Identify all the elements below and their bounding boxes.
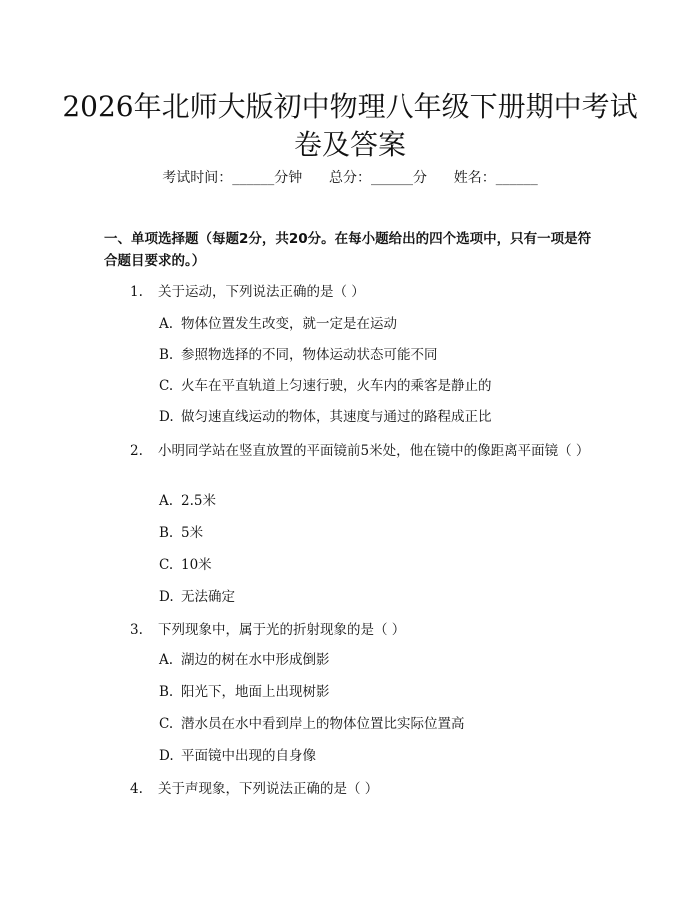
option-1c[interactable] — [159, 376, 599, 396]
question-text: 小明同学站在竖直放置的平面镜前5米处，他在镜中的像距离平面镜（ ） — [158, 443, 590, 459]
option-text: 平面镜中出现的自身像 — [181, 748, 316, 764]
option-letter: C. — [159, 557, 174, 573]
option-text: 无法确定 — [181, 589, 235, 605]
exam-meta: 考试时间：______分钟 总分：______分 姓名：______ — [162, 170, 538, 186]
question-text: 关于运动，下列说法正确的是（ ） — [158, 284, 365, 300]
option-letter: A. — [159, 652, 174, 668]
option-2b[interactable] — [159, 523, 599, 543]
page-title: 2026年北师大版初中物理八年级下册期中考试卷及答案 — [62, 90, 638, 161]
section-heading: 一、单项选择题（每题2分，共20分。在每小题给出的四个选项中，只有一项是符合题目要求的。） — [104, 231, 592, 269]
option-text: 潜水员在水中看到岸上的物体位置比实际位置高 — [181, 716, 465, 732]
option-3c[interactable] — [159, 714, 599, 734]
option-text: 做匀速直线运动的物体，其速度与通过的路程成正比 — [181, 409, 492, 425]
option-2c[interactable] — [159, 555, 599, 575]
option-letter: C. — [159, 378, 174, 394]
option-3b[interactable] — [159, 682, 599, 702]
option-letter: D. — [159, 748, 174, 764]
question-text: 下列现象中，属于光的折射现象的是（ ） — [158, 622, 406, 638]
question-4 — [104, 778, 594, 800]
option-3a[interactable] — [159, 650, 599, 670]
question-2 — [104, 440, 594, 462]
option-2a[interactable] — [159, 491, 599, 511]
option-text: 参照物选择的不同，物体运动状态可能不同 — [181, 347, 438, 363]
option-1a[interactable] — [159, 314, 599, 334]
option-2d[interactable] — [159, 587, 599, 607]
option-text: 湖边的树在水中形成倒影 — [181, 652, 330, 668]
question-text: 关于声现象，下列说法正确的是（ ） — [158, 781, 379, 797]
option-text: 10米 — [181, 557, 212, 573]
option-letter: A. — [159, 316, 174, 332]
option-text: 2.5米 — [181, 493, 216, 509]
option-text: 阳光下，地面上出现树影 — [181, 684, 330, 700]
option-text: 火车在平直轨道上匀速行驶，火车内的乘客是静止的 — [181, 378, 492, 394]
option-letter: C. — [159, 716, 174, 732]
option-letter: B. — [159, 347, 174, 363]
question-1 — [104, 281, 594, 303]
question-number: 4. — [130, 781, 143, 797]
option-text: 物体位置发生改变，就一定是在运动 — [181, 316, 397, 332]
option-letter: B. — [159, 684, 174, 700]
question-number: 2. — [130, 443, 143, 459]
option-letter: B. — [159, 525, 174, 541]
option-1d[interactable] — [159, 407, 599, 427]
option-letter: D. — [159, 409, 174, 425]
question-3 — [104, 619, 594, 641]
option-3d[interactable] — [159, 746, 599, 766]
option-letter: A. — [159, 493, 174, 509]
option-text: 5米 — [181, 525, 204, 541]
option-letter: D. — [159, 589, 174, 605]
question-number: 1. — [130, 284, 143, 300]
option-1b[interactable] — [159, 345, 599, 365]
question-number: 3. — [130, 622, 143, 638]
